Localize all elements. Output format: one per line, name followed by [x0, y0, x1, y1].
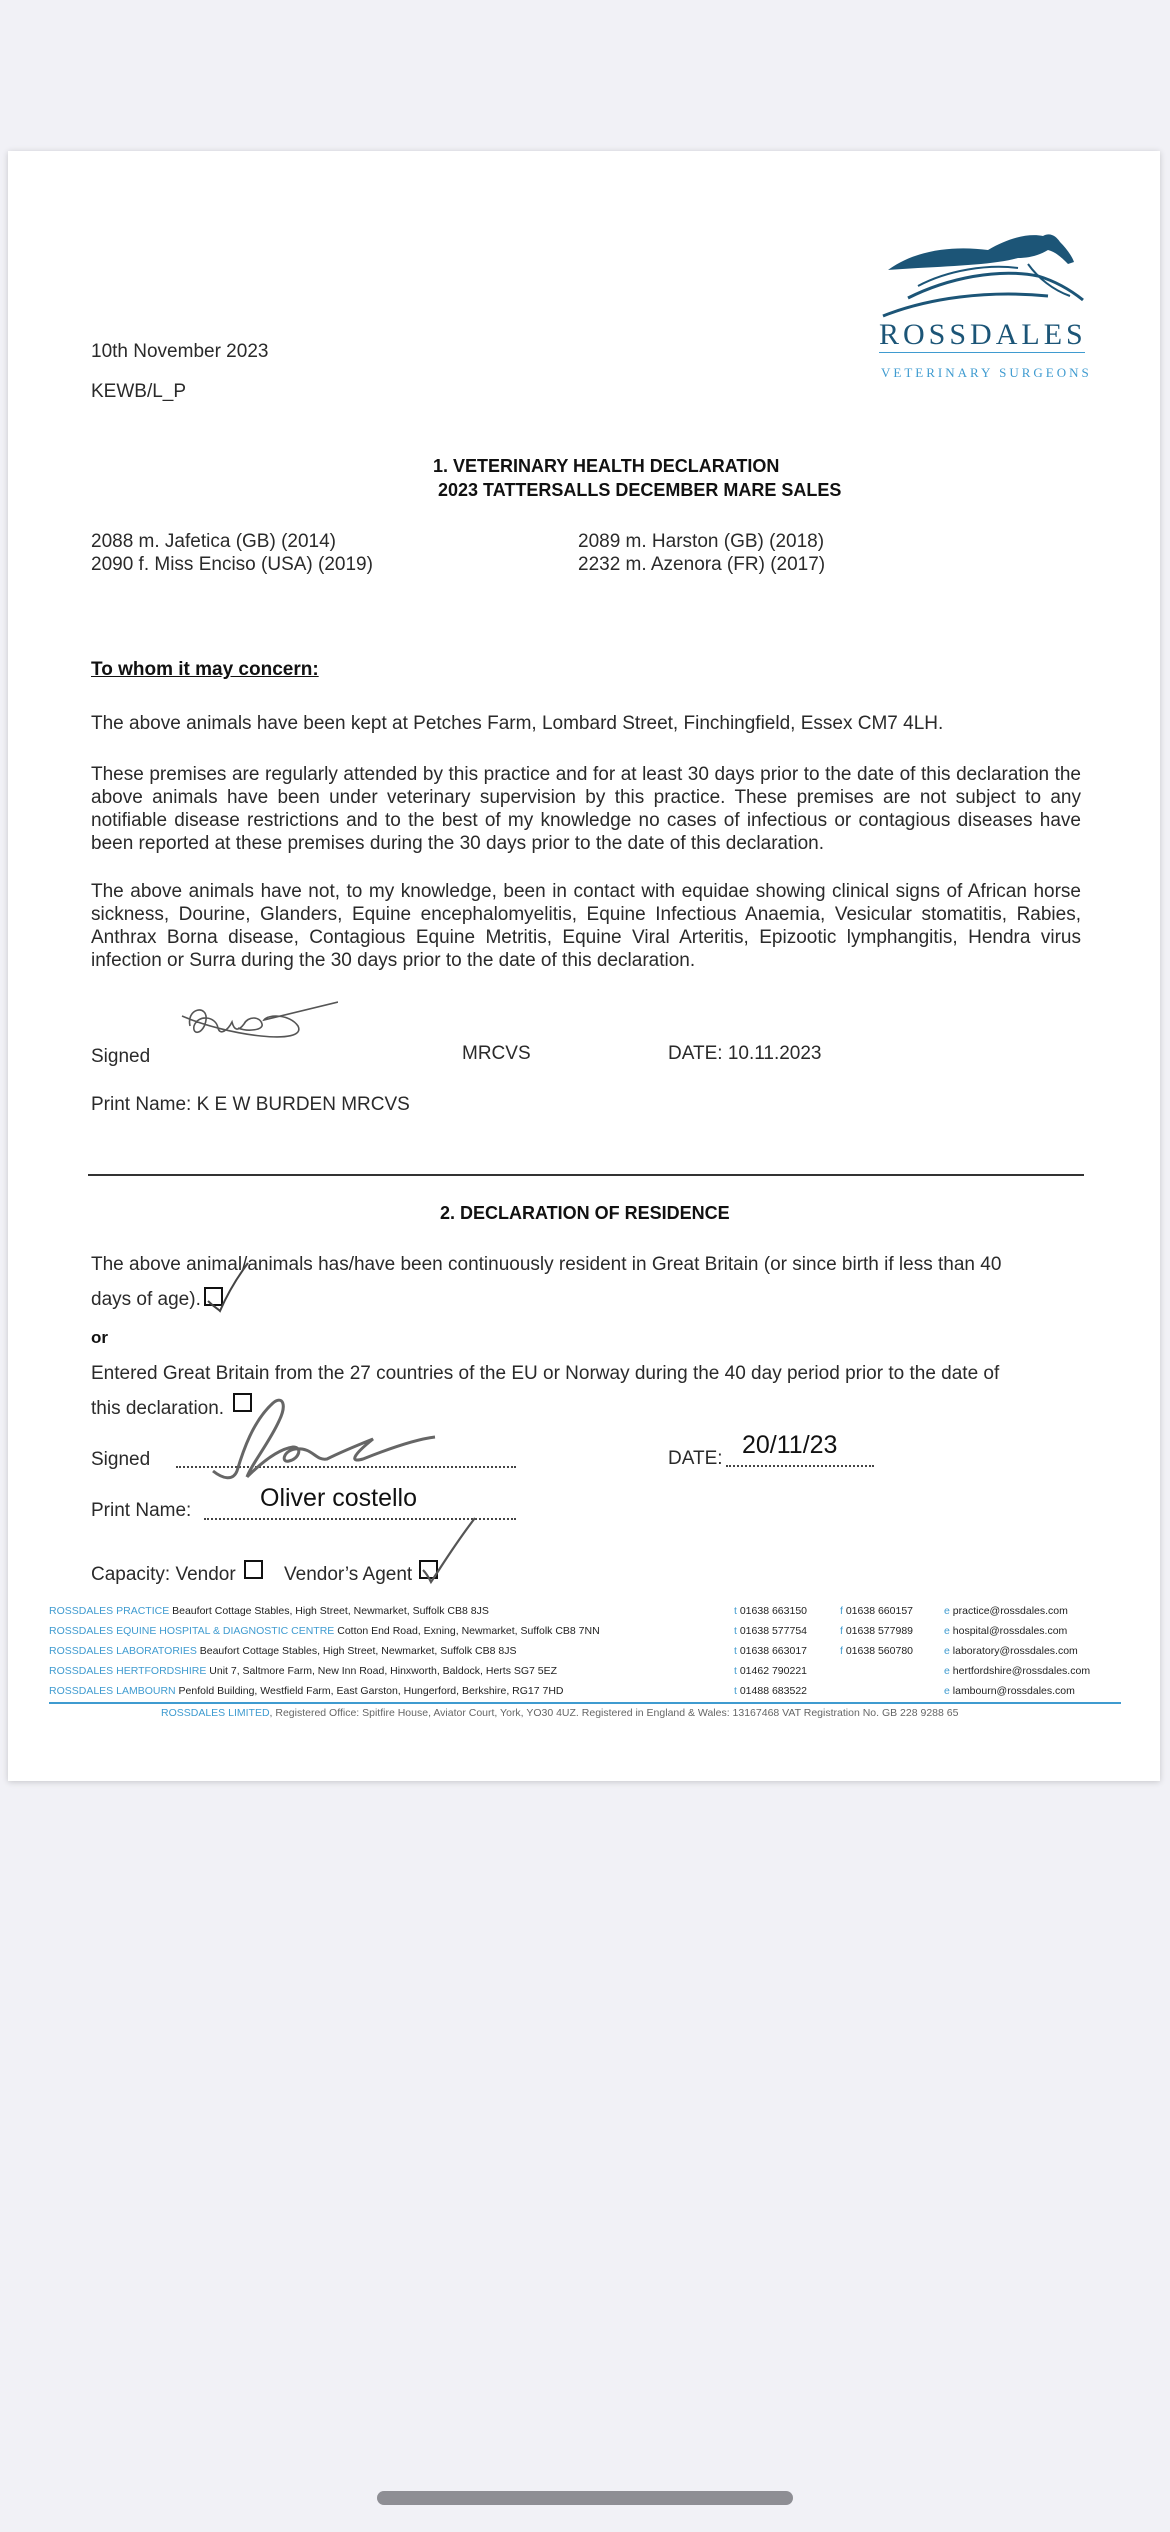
footer-phone: t 01462 790221	[734, 1665, 807, 1677]
animal-entry: 2232 m. Azenora (FR) (2017)	[578, 554, 826, 575]
capacity-vendor-label: Capacity: Vendor	[91, 1564, 236, 1585]
vet-print-name: Print Name: K E W BURDEN MRCVS	[91, 1094, 410, 1115]
footer-rule	[49, 1702, 1121, 1704]
footer-fax: f 01638 560780	[840, 1645, 913, 1657]
residence-option-1: The above animal/animals has/have been continuously resident in Great Britain (or since birth if less than 40	[91, 1254, 1002, 1275]
option-1-check-mark-icon	[204, 1261, 254, 1313]
section-divider	[88, 1174, 1084, 1176]
date-line	[726, 1465, 874, 1467]
disease-paragraph: The above animals have not, to my knowledge, been in contact with equidae showing clinical signs of African horse sickness, Dourine, Glanders, Equine encephalomyelitis, Equine Infectious Anaemia, Vesicular stomatitis, Rabies, Anthrax Borna disease, Contagious Equine Metritis, Equine Viral Arteritis, Epizootic lymphangitis, Hendra virus infection or Surra during the 30 days prior to the date of this declaration.	[91, 881, 1081, 971]
footer-company: ROSSDALES PRACTICE Beaufort Cottage Stables, High Street, Newmarket, Suffolk CB8 8JS	[49, 1605, 489, 1617]
vendor-agent-label: Vendor’s Agent	[284, 1564, 413, 1585]
footer-phone: t 01488 683522	[734, 1685, 807, 1697]
vet-signature	[178, 996, 338, 1056]
footer-email: e practice@rossdales.com	[944, 1605, 1068, 1617]
vendor-print-name-value[interactable]: Oliver costello	[260, 1484, 417, 1512]
home-indicator[interactable]	[377, 2491, 793, 2505]
animal-entry: 2089 m. Harston (GB) (2018)	[578, 531, 825, 552]
footer-phone: t 01638 663017	[734, 1645, 807, 1657]
footer-fax: f 01638 577989	[840, 1625, 913, 1637]
footer-email: e hertfordshire@rossdales.com	[944, 1665, 1091, 1677]
animal-entry: 2088 m. Jafetica (GB) (2014)	[91, 531, 336, 552]
residence-option-2: Entered Great Britain from the 27 countries of the EU or Norway during the 40 day period prior to the date of	[91, 1363, 1000, 1384]
vendor-signed-label: Signed	[91, 1449, 151, 1470]
footer-email: e laboratory@rossdales.com	[944, 1645, 1078, 1657]
or-separator: or	[91, 1328, 108, 1347]
letter-date: 10th November 2023	[91, 341, 269, 362]
declaration-title: 1. VETERINARY HEALTH DECLARATION	[433, 456, 780, 476]
salutation: To whom it may concern:	[91, 659, 319, 680]
logo-subtitle: VETERINARY SURGEONS	[881, 365, 1092, 380]
vendor-date-label: DATE:	[668, 1448, 723, 1469]
footer-company: ROSSDALES HERTFORDSHIRE Unit 7, Saltmore Farm, New Inn Road, Hinxworth, Baldock, Herts SG7 5EZ	[49, 1665, 558, 1677]
supervision-paragraph: These premises are regularly attended by this practice and for at least 30 days prior to the date of this declaration the above animals have been under veterinary supervision by this practice. These premises are not subject to any notifiable disease restrictions and to the best of my knowledge no cases of infectious or contagious diseases have been reported at these premises during the 30 days prior to the date of this declaration.	[91, 764, 1081, 854]
logo-rule	[879, 352, 1085, 353]
vendor-date-value[interactable]: 20/11/23	[742, 1431, 838, 1459]
declaration-subtitle: 2023 TATTERSALLS DECEMBER MARE SALES	[438, 480, 842, 500]
footer-company: ROSSDALES LAMBOURN Penfold Building, Westfield Farm, East Garston, Hungerford, Berkshire, RG17 7HD	[49, 1685, 564, 1697]
mrcvs-label: MRCVS	[462, 1043, 531, 1064]
footer-phone: t 01638 663150	[734, 1605, 807, 1617]
footer-company: ROSSDALES EQUINE HOSPITAL & DIAGNOSTIC CENTRE Cotton End Road, Exning, Newmarket, Suffolk CB8 7NN	[49, 1625, 600, 1637]
footer-company: ROSSDALES LABORATORIES Beaufort Cottage Stables, High Street, Newmarket, Suffolk CB8 8JS	[49, 1645, 517, 1657]
agent-check-mark-icon	[419, 1516, 479, 1586]
vendor-print-name-label: Print Name:	[91, 1500, 192, 1521]
vet-signed-label: Signed	[91, 1046, 151, 1067]
vendor-signature	[203, 1391, 443, 1491]
footer-registered: ROSSDALES LIMITED, Registered Office: Spitfire House, Aviator Court, York, YO30 4UZ. Registered in England & Wales: 13167468 VAT Registration No. GB 228 9288 65	[161, 1707, 959, 1719]
footer-fax: f 01638 660157	[840, 1605, 913, 1617]
vet-date: DATE: 10.11.2023	[668, 1043, 822, 1064]
horse-logo-icon	[878, 228, 1088, 323]
residence-title: 2. DECLARATION OF RESIDENCE	[440, 1203, 730, 1223]
animal-entry: 2090 f. Miss Enciso (USA) (2019)	[91, 554, 373, 575]
vendor-checkbox[interactable]	[244, 1560, 263, 1579]
residence-option-1-cont: days of age).	[91, 1289, 201, 1310]
footer-email: e lambourn@rossdales.com	[944, 1685, 1075, 1697]
residence-option-2-cont: this declaration.	[91, 1398, 225, 1419]
letter-reference: KEWB/L_P	[91, 381, 187, 402]
premises-paragraph: The above animals have been kept at Petches Farm, Lombard Street, Finchingfield, Essex CM7 4LH.	[91, 713, 944, 734]
logo-wordmark: ROSSDALES	[879, 318, 1087, 351]
footer-phone: t 01638 577754	[734, 1625, 807, 1637]
footer-email: e hospital@rossdales.com	[944, 1625, 1068, 1637]
document-page	[8, 151, 1160, 1781]
